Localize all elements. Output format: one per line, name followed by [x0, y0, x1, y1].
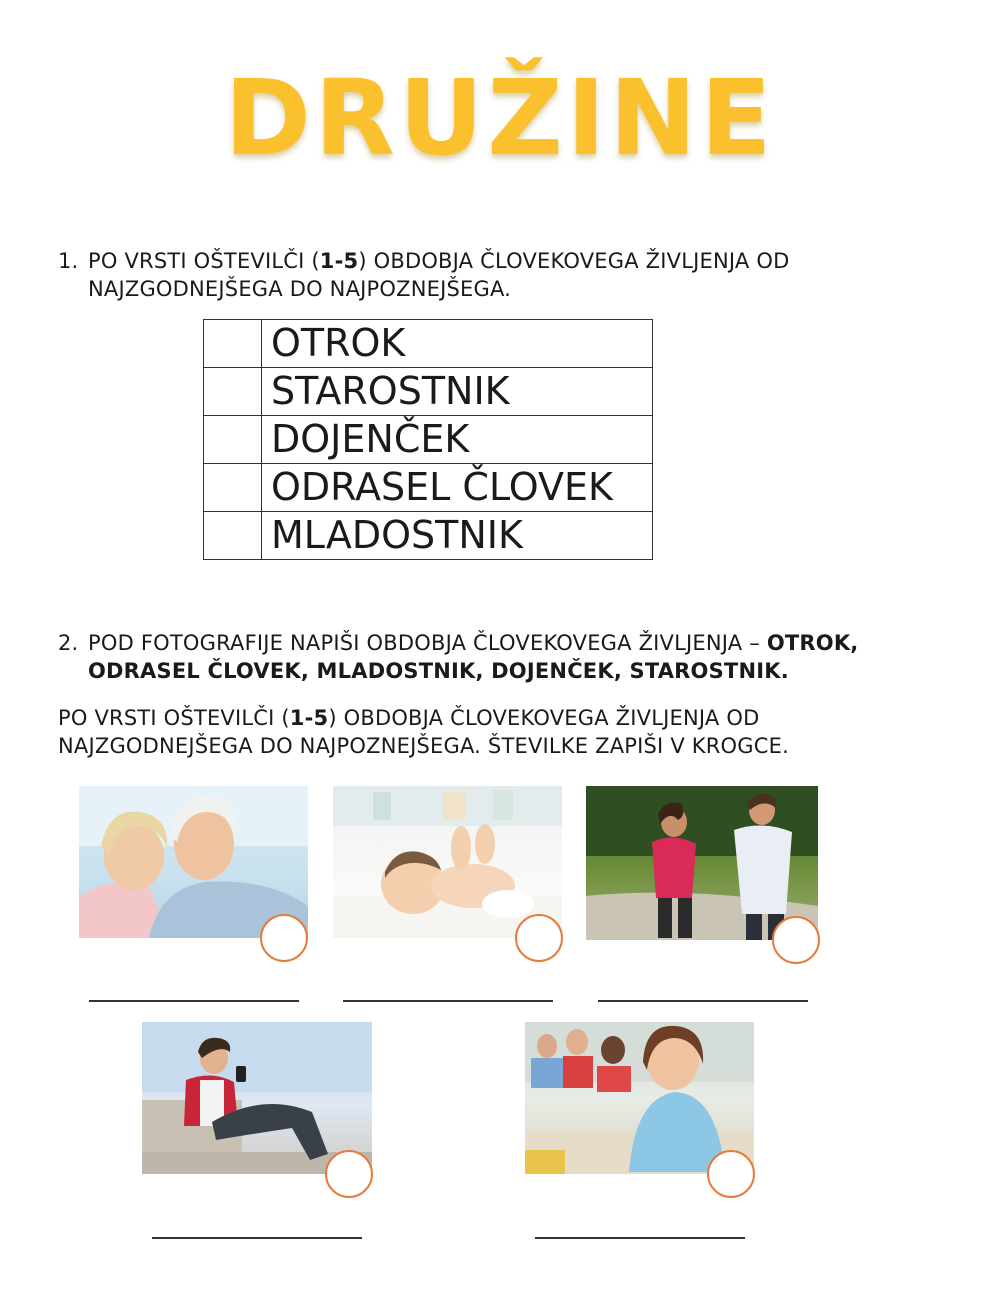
task-2-text: POD FOTOGRAFIJE NAPIŠI OBDOBJA ČLOVEKOVEGA ŽIVLJENJA –	[88, 631, 767, 655]
table-row	[204, 512, 653, 560]
photo-adults-jogging	[586, 786, 818, 940]
photo-baby	[333, 786, 562, 938]
stage-label: MLADOSTNIK	[262, 512, 653, 560]
stage-label: OTROK	[262, 320, 653, 368]
table-row	[204, 416, 653, 464]
number-box[interactable]	[204, 320, 262, 368]
stage-label: ODRASEL ČLOVEK	[262, 464, 653, 512]
table-row	[204, 320, 653, 368]
photo-schoolgirl	[525, 1022, 754, 1174]
answer-circle[interactable]	[325, 1150, 373, 1198]
task-3-instruction	[58, 704, 958, 760]
stage-label: DOJENČEK	[262, 416, 653, 464]
task-1-text-after: ) OBDOBJA ČLOVEKOVEGA ŽIVLJENJA OD NAJZGODNEJŠEGA DO NAJPOZNEJŠEGA.	[88, 249, 790, 301]
task-2-instruction	[58, 629, 958, 685]
answer-circle[interactable]	[515, 914, 563, 962]
table-row	[204, 464, 653, 512]
task-2-number: 2.	[58, 631, 79, 655]
page-title: DRUŽINE	[224, 57, 776, 179]
answer-circle[interactable]	[707, 1150, 755, 1198]
task-1-number: 1.	[58, 249, 79, 273]
answer-line[interactable]	[89, 1000, 299, 1002]
photo-teenager	[142, 1022, 372, 1174]
number-box[interactable]	[204, 416, 262, 464]
answer-line[interactable]	[343, 1000, 553, 1002]
task-1-instruction	[58, 247, 958, 303]
answer-circle[interactable]	[772, 916, 820, 964]
task-3-text-after: ) OBDOBJA ČLOVEKOVEGA ŽIVLJENJA OD NAJZGODNEJŠEGA DO NAJPOZNEJŠEGA. ŠTEVILKE ZAPIŠI V KROGCE.	[58, 706, 789, 758]
number-box[interactable]	[204, 368, 262, 416]
answer-line[interactable]	[598, 1000, 808, 1002]
answer-line[interactable]	[152, 1237, 362, 1239]
number-box[interactable]	[204, 464, 262, 512]
ordering-table	[203, 319, 653, 560]
number-box[interactable]	[204, 512, 262, 560]
answer-circle[interactable]	[260, 914, 308, 962]
answer-line[interactable]	[535, 1237, 745, 1239]
task-2-word-list: OTROK, ODRASEL ČLOVEK, MLADOSTNIK, DOJENČEK, STAROSTNIK.	[88, 631, 859, 683]
task-1-text-before: PO VRSTI OŠTEVILČI (	[88, 249, 320, 273]
task-3-range: 1-5	[289, 706, 329, 730]
table-row	[204, 368, 653, 416]
task-1-range: 1-5	[319, 249, 359, 273]
task-3-text-before: PO VRSTI OŠTEVILČI (	[58, 706, 290, 730]
stage-label: STAROSTNIK	[262, 368, 653, 416]
